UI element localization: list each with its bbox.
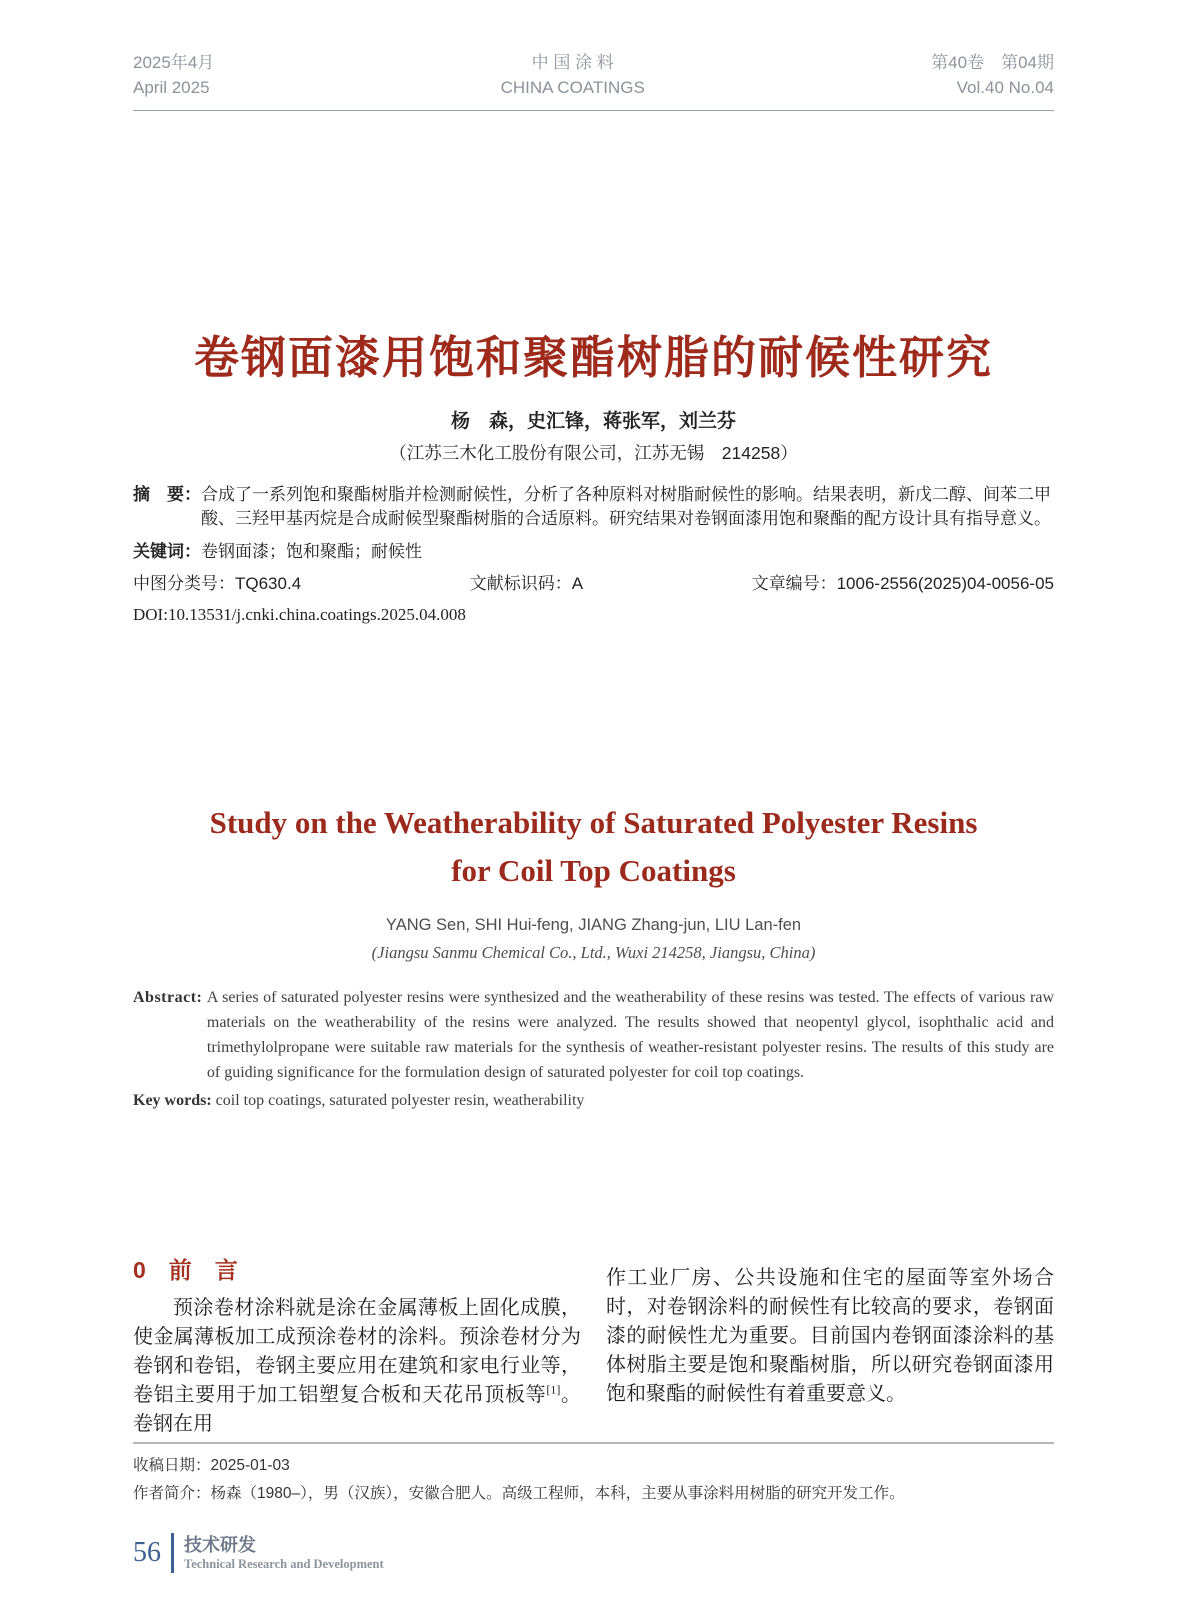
page-number: 56 [133, 1537, 161, 1568]
header-date-zh: 2025年4月 [133, 53, 215, 72]
keywords-text-zh: 卷钢面漆；饱和聚酯；耐候性 [201, 542, 422, 561]
classification-row [133, 572, 1054, 596]
abstract-zh [133, 483, 1054, 531]
article-title-en-line2: for Coil Top Coatings [451, 853, 736, 888]
abstract-label-zh: 摘 要： [133, 485, 201, 504]
header-volume [931, 50, 1054, 100]
article-title-en [133, 799, 1054, 895]
footnote-block [133, 1442, 1054, 1505]
header-volume-en: Vol.40 No.04 [956, 78, 1054, 97]
keywords-zh [133, 540, 1054, 564]
journal-name-zh: 中 国 涂 料 [531, 53, 614, 72]
citation-ref-1: [1] [546, 1382, 561, 1397]
journal-name-en: CHINA COATINGS [500, 78, 645, 97]
header-journal-name [501, 50, 645, 100]
article-title-zh: 卷钢面漆用饱和聚酯树脂的耐候性研究 [193, 332, 993, 383]
abstract-label-en: Abstract: [133, 989, 207, 1006]
abstract-en [133, 985, 1054, 1085]
authors-zh: 杨 森，史汇锋，蒋张军，刘兰芬 [450, 411, 736, 432]
header-date [133, 50, 214, 100]
body-column-left [133, 1255, 581, 1439]
intro-left-text-2: 。卷钢在用 [133, 1384, 582, 1435]
affiliation-en: (Jiangsu Sanmu Chemical Co., Ltd., Wuxi 214258, Jiangsu, China) [371, 943, 816, 962]
footer-column-en: Technical Research and Development [184, 1557, 384, 1571]
document-code: 文献标识码：A [469, 574, 584, 593]
authors-en: YANG Sen, SHI Hui-feng, JIANG Zhang-jun, LIU Lan-fen [385, 916, 802, 934]
article-title-en-line1: Study on the Weatherability of Saturated Polyester Resins [209, 805, 978, 840]
header-date-en: April 2025 [133, 78, 210, 97]
author-bio: 作者简介：杨森（1980–），男（汉族），安徽合肥人。高级工程师，本科，主要从事涂料用树脂的研究开发工作。 [133, 1485, 905, 1502]
footer-column-zh: 技术研发 [184, 1535, 256, 1555]
keywords-text-en: coil top coatings, saturated polyester resin, weatherability [215, 1092, 585, 1109]
footer-column-titles [184, 1534, 384, 1572]
abstract-text-zh: 合成了一系列饱和聚酯树脂并检测耐候性，分析了各种原料对树脂耐候性的影响。结果表明，新戊二醇、间苯二甲酸、三羟甲基丙烷是合成耐候型聚酯树脂的合适原料。研究结果对卷钢面漆用饱和聚酯的配方设计具有指导意义。 [201, 485, 1051, 528]
keywords-label-en: Key words: [133, 1092, 216, 1109]
keywords-label-zh: 关键词： [133, 542, 201, 561]
intro-left-text-1: 预涂卷材涂料就是涂在金属薄板上固化成膜，使金属薄板加工成预涂卷材的涂料。预涂卷材分为卷钢和卷铝，卷钢主要应用在建筑和家电行业等，卷铝主要用于加工铝塑复合板和天花吊顶板等 [133, 1297, 581, 1406]
intro-paragraph-right: 作工业厂房、公共设施和住宅的屋面等室外场合时，对卷钢涂料的耐候性有比较高的要求，卷钢面漆的耐候性尤为重要。目前国内卷钢面漆涂料的基体树脂主要是饱和聚酯树脂，所以研究卷钢面漆用饱和聚酯的耐候性有着重要意义。 [606, 1267, 1054, 1405]
journal-header [133, 50, 1054, 111]
body-columns [133, 1255, 1054, 1439]
body-column-right [606, 1255, 1054, 1439]
doi: DOI:10.13531/j.cnki.china.coatings.2025.04.008 [133, 605, 466, 624]
section-heading-introduction: 0 前 言 [133, 1257, 238, 1283]
keywords-en [133, 1088, 1054, 1113]
clc-number: 中图分类号：TQ630.4 [133, 574, 302, 593]
abstract-text-en: A series of saturated polyester resins were synthesized and the weatherability of these resins was tested. The effects of various raw materials on the weatherability of the resins were analyzed. The results showed that neopentyl glycol, isophthalic acid and trimethylolpropane were suitable raw materials for the synthesis of weather-resistant polyester resins. The results of this study are of guiding significance for the formulation design of saturated polyester for coil top coatings. [206, 989, 1054, 1081]
intro-paragraph-left [133, 1294, 581, 1439]
article-id: 文章编号：1006-2556(2025)04-0056-05 [751, 574, 1054, 593]
footer-divider [171, 1533, 174, 1573]
page-footer [133, 1533, 1054, 1573]
affiliation-zh: （江苏三木化工股份有限公司，江苏无锡 214258） [389, 443, 798, 463]
received-date: 收稿日期：2025-01-03 [133, 1457, 290, 1474]
header-volume-zh: 第40卷 第04期 [931, 53, 1054, 72]
